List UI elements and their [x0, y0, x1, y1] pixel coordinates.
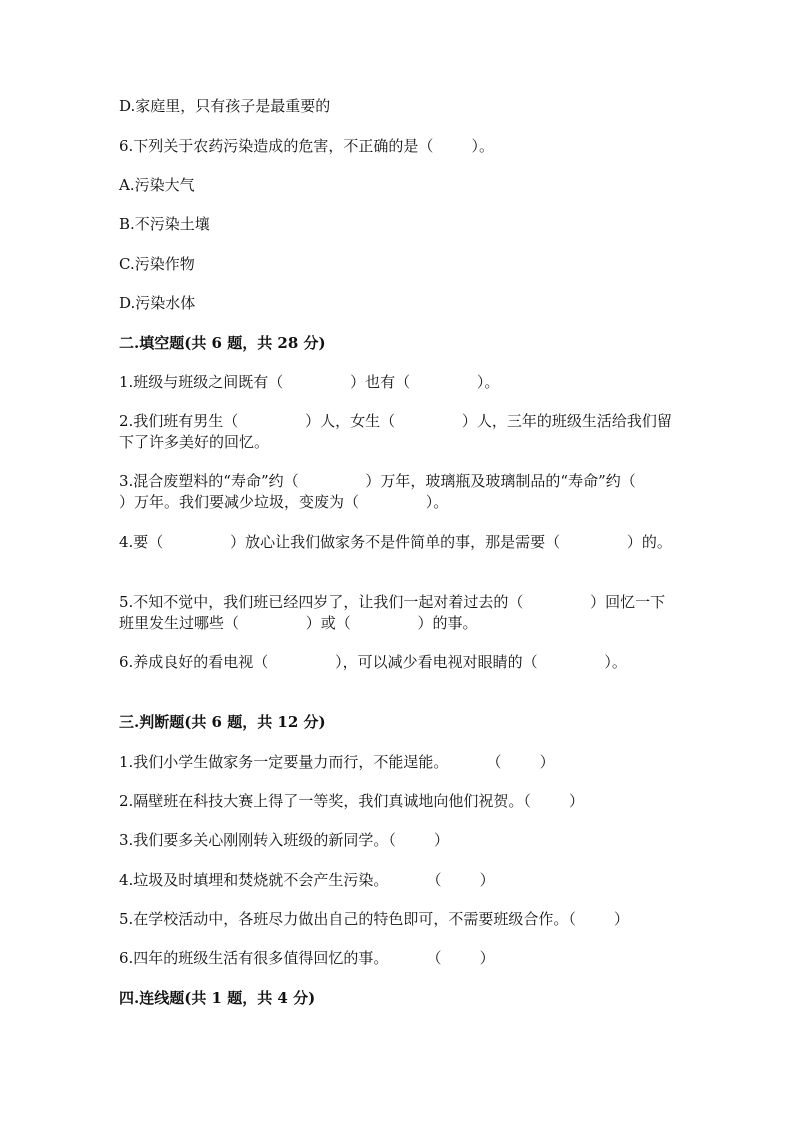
judge-item-4: 4.垃圾及时填埋和焚烧就不会产生污染。 （ ）	[119, 871, 495, 889]
q6-option-d: D.污染水体	[119, 294, 196, 312]
fill-item-4: 4.要（ ）放心让我们做家务不是件简单的事，那是需要（ ）的。	[119, 533, 672, 551]
q6-option-c: C.污染作物	[119, 255, 195, 273]
q5-option-d: D.家庭里，只有孩子是最重要的	[119, 97, 331, 115]
judge-item-5: 5.在学校活动中，各班尽力做出自己的特色即可，不需要班级合作。（ ）	[119, 910, 629, 928]
fill-item-1: 1.班级与班级之间既有（ ）也有（ ）。	[119, 373, 500, 391]
match-section-heading: 四.连线题(共 1 题，共 4 分)	[119, 989, 316, 1007]
q6-stem: 6.下列关于农药污染造成的危害，不正确的是（ ）。	[119, 137, 494, 155]
fill-item-5: 5.不知不觉中，我们班已经四岁了，让我们一起对着过去的（ ）回忆一下班里发生过哪些（ ）或（ ）的事。	[119, 593, 666, 632]
judge-item-1: 1.我们小学生做家务一定要量力而行，不能逞能。 （ ）	[119, 753, 555, 771]
judge-item-6: 6.四年的班级生活有很多值得回忆的事。 （ ）	[119, 949, 495, 967]
q6-option-b: B.不污染土壤	[119, 215, 210, 233]
fill-item-2: 2.我们班有男生（ ）人，女生（ ）人，三年的班级生活给我们留下了许多美好的回忆。	[119, 412, 672, 451]
judge-item-2: 2.隔壁班在科技大赛上得了一等奖，我们真诚地向他们祝贺。（ ）	[119, 792, 584, 810]
fill-section-heading: 二.填空题(共 6 题，共 28 分)	[119, 334, 326, 352]
judge-section-heading: 三.判断题(共 6 题，共 12 分)	[119, 713, 326, 731]
fill-item-3: 3.混合废塑料的“寿命”约（ ）万年，玻璃瓶及玻璃制品的“寿命”约（ ）万年。我们要减少垃圾，变废为（ ）。	[119, 472, 703, 511]
fill-item-6: 6.养成良好的看电视（ ），可以减少看电视对眼睛的（ ）。	[119, 653, 627, 671]
q6-option-a: A.污染大气	[119, 176, 195, 194]
judge-item-3: 3.我们要多关心刚刚转入班级的新同学。（ ）	[119, 831, 449, 849]
